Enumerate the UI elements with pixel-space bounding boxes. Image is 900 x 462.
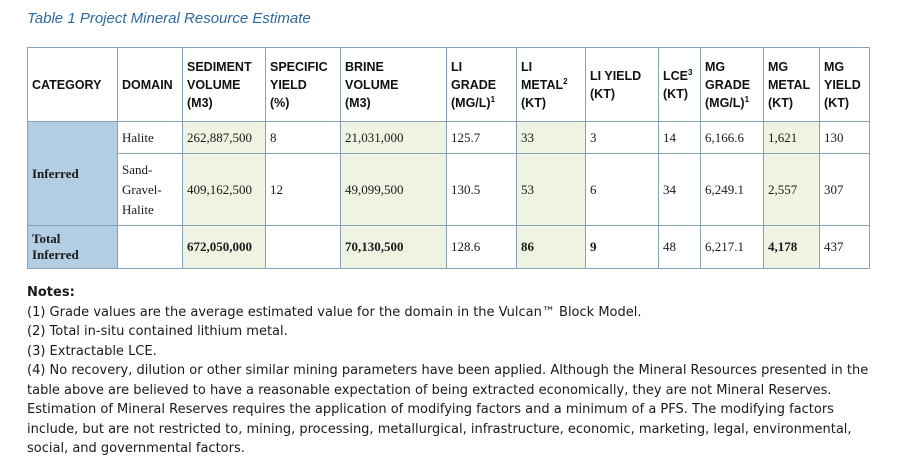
cell-li-yield: 6 bbox=[586, 154, 659, 226]
cell-mg-yield: 307 bbox=[820, 154, 870, 226]
note-2: (2) Total in-situ contained lithium metal. bbox=[27, 324, 288, 339]
cell-li-grade: 130.5 bbox=[447, 154, 517, 226]
cell-li-metal: 86 bbox=[517, 226, 586, 269]
notes-title: Notes: bbox=[27, 285, 75, 300]
header-mg-metal bbox=[764, 48, 820, 122]
cell-sediment-volume: 672,050,000 bbox=[183, 226, 266, 269]
header-text: (KT) bbox=[521, 95, 546, 110]
table-caption: Table 1 Project Mineral Resource Estimate bbox=[27, 10, 311, 27]
header-text: MG bbox=[824, 59, 845, 74]
header-mg-yield bbox=[820, 48, 870, 122]
header-text: YIELD bbox=[270, 77, 307, 92]
cell-li-grade: 128.6 bbox=[447, 226, 517, 269]
category-total-inferred bbox=[28, 226, 118, 269]
cell-specific-yield: 8 bbox=[266, 122, 341, 154]
header-text: (KT) bbox=[663, 86, 688, 101]
header-text: YIELD bbox=[824, 77, 861, 92]
header-text: (KT) bbox=[768, 95, 793, 110]
cell-mg-metal: 2,557 bbox=[764, 154, 820, 226]
total-label-text: Inferred bbox=[32, 247, 79, 262]
header-text: (%) bbox=[270, 95, 290, 110]
cell-mg-yield: 437 bbox=[820, 226, 870, 269]
cell-brine-volume: 49,099,500 bbox=[341, 154, 447, 226]
footnote-marker: 1 bbox=[490, 94, 496, 104]
mineral-resource-table bbox=[27, 47, 870, 269]
header-brine-volume bbox=[341, 48, 447, 122]
header-li-yield bbox=[586, 48, 659, 122]
header-text: VOLUME bbox=[345, 77, 399, 92]
header-text: (MG/L) bbox=[705, 95, 745, 110]
cell-sediment-volume: 409,162,500 bbox=[183, 154, 266, 226]
cell-mg-grade: 6,217.1 bbox=[701, 226, 764, 269]
header-text: METAL bbox=[521, 77, 564, 92]
category-inferred: Inferred bbox=[28, 122, 118, 226]
header-text: (M3) bbox=[187, 95, 213, 110]
cell-brine-volume: 21,031,000 bbox=[341, 122, 447, 154]
domain-sand-gravel-halite bbox=[118, 154, 183, 226]
note-1: (1) Grade values are the average estimated value for the domain in the Vulcan™ Block Model. bbox=[27, 304, 642, 320]
header-text: LI bbox=[451, 59, 463, 74]
cell-lce: 14 bbox=[659, 122, 701, 154]
footnote-marker: 2 bbox=[563, 76, 568, 86]
header-text: (M3) bbox=[345, 95, 371, 110]
header-text: LI bbox=[521, 59, 533, 74]
header-text: MG bbox=[768, 59, 789, 74]
notes-section bbox=[27, 283, 877, 459]
header-text: LI YIELD bbox=[590, 68, 642, 83]
header-text: (KT) bbox=[590, 86, 615, 101]
cell-mg-metal: 4,178 bbox=[764, 226, 820, 269]
header-text: VOLUME bbox=[187, 77, 241, 92]
header-domain: DOMAIN bbox=[118, 48, 183, 122]
header-text: SPECIFIC bbox=[270, 59, 328, 74]
domain-text: Sand- bbox=[122, 161, 153, 177]
total-label-text: Total bbox=[32, 231, 61, 246]
cell-mg-grade: 6,249.1 bbox=[701, 154, 764, 226]
header-text: MG bbox=[705, 59, 726, 74]
header-li-grade bbox=[447, 48, 517, 122]
header-text: GRADE bbox=[705, 77, 751, 92]
header-text: BRINE bbox=[345, 59, 384, 74]
cell-brine-volume: 70,130,500 bbox=[341, 226, 447, 269]
header-text: METAL bbox=[768, 77, 811, 92]
note-3: (3) Extractable LCE. bbox=[27, 343, 157, 359]
cell-mg-metal: 1,621 bbox=[764, 122, 820, 154]
header-mg-grade bbox=[701, 48, 764, 122]
header-lce bbox=[659, 48, 701, 122]
domain-text: Gravel- bbox=[122, 181, 162, 197]
header-category: CATEGORY bbox=[28, 48, 118, 122]
cell-li-grade: 125.7 bbox=[447, 122, 517, 154]
cell-specific-yield bbox=[266, 226, 341, 269]
cell-lce: 48 bbox=[659, 226, 701, 269]
cell-specific-yield: 12 bbox=[266, 154, 341, 226]
footnote-marker: 1 bbox=[744, 94, 750, 104]
header-text: SEDIMENT bbox=[187, 59, 252, 74]
domain-text: Halite bbox=[122, 201, 154, 217]
table-row-sand-gravel-halite bbox=[28, 154, 870, 226]
table-header-row bbox=[28, 48, 870, 122]
domain-empty bbox=[118, 226, 183, 269]
header-li-metal bbox=[517, 48, 586, 122]
header-text: (KT) bbox=[824, 95, 849, 110]
cell-sediment-volume: 262,887,500 bbox=[183, 122, 266, 154]
header-sediment-volume bbox=[183, 48, 266, 122]
footnote-marker: 3 bbox=[688, 67, 693, 77]
note-4: (4) No recovery, dilution or other similar mining parameters have been applied. Although the Mineral Resources presented in the table above are believed to have a reasonable expectation of being extracted economically, they are not Mineral Reserves. Estimation of Mineral Reserves requires the application of modifying factors and a minimum of a PFS. The modifying factors include, but are not restricted to, mining, processing, metallurgical, infrastructure, economic, marketing, legal, environmental, social, and governmental factors. bbox=[27, 363, 869, 456]
cell-li-yield: 9 bbox=[586, 226, 659, 269]
table-row-halite bbox=[28, 122, 870, 154]
cell-mg-grade: 6,166.6 bbox=[701, 122, 764, 154]
cell-mg-yield: 130 bbox=[820, 122, 870, 154]
cell-li-yield: 3 bbox=[586, 122, 659, 154]
domain-halite: Halite bbox=[118, 122, 183, 154]
cell-li-metal: 53 bbox=[517, 154, 586, 226]
header-text: (MG/L) bbox=[451, 95, 491, 110]
header-specific-yield bbox=[266, 48, 341, 122]
header-text: LCE bbox=[663, 68, 688, 83]
table-row-total bbox=[28, 226, 870, 269]
cell-lce: 34 bbox=[659, 154, 701, 226]
header-text: GRADE bbox=[451, 77, 497, 92]
cell-li-metal: 33 bbox=[517, 122, 586, 154]
